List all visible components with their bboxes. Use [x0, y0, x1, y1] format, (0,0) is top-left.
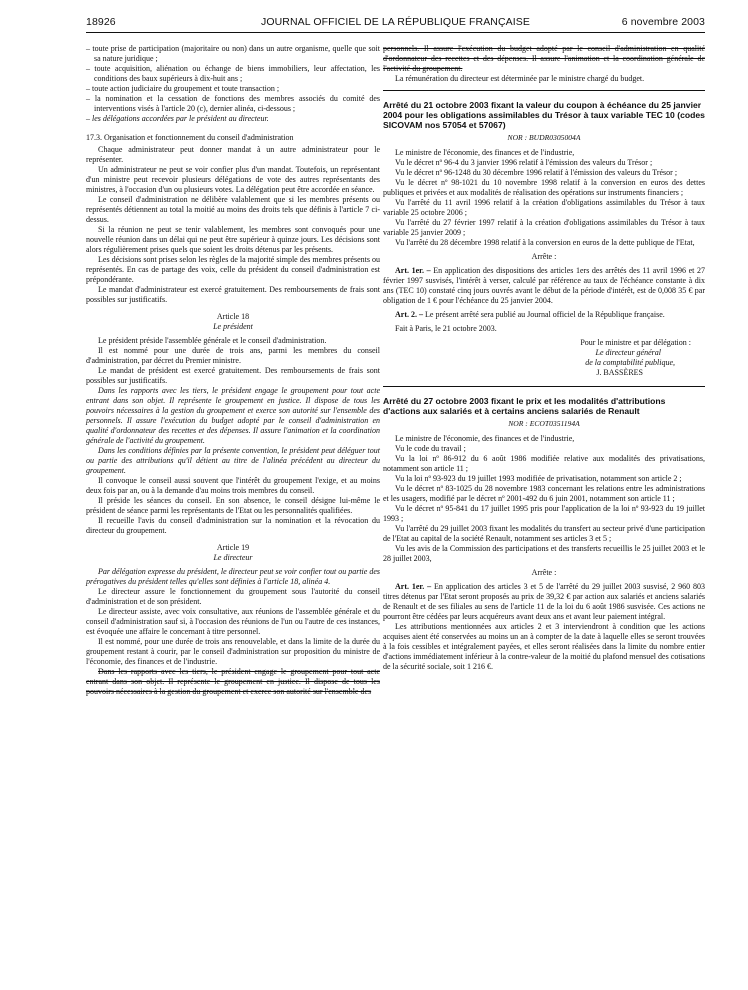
- paragraph: Vu le décret nº 98-1021 du 10 novembre 1998 relatif à la conversion en euros des dettes publiques et privées et aux modalités de réalisation des opérations sur instruments financiers ;: [383, 178, 705, 197]
- list-item: – toute acquisition, aliénation ou échange de biens immobiliers, leur affectation, les conditions des baux supérieurs à dix-huit ans ;: [86, 64, 380, 83]
- paragraph: Vu le décret nº 96-4 du 3 janvier 1996 relatif à l'émission des valeurs du Trésor ;: [395, 158, 653, 167]
- paragraph: Vu la loi nº 86-912 du 6 août 1986 modifiée relative aux modalités des privatisations, notamment son article 11 ;: [383, 454, 705, 473]
- article-text: En application des dispositions des articles 1ers des arrêtés des 11 avril 1996 et 27 février 1997 susvisés, l'intérêt à verser, calculé par référence au taux de l'échéance constante à dix ans (TEC 10) constaté cinq jours ouvrés avant le début de la période d'intérêt, est de 0,008 35 € par obligation de 1 € pour l'échéance du 25 janvier 2004.: [383, 266, 706, 305]
- paragraph: Il convoque le conseil aussi souvent que l'intérêt du groupement l'exige, et au moins deux fois par an, ou à la demande d'au moins trois membres du conseil.: [86, 476, 380, 495]
- paragraph: Vu la loi nº 93-923 du 19 juillet 1993 modifiée de privatisation, notamment son article 2 ;: [395, 474, 682, 483]
- list-item: – toute action judiciaire du groupement et toute transaction ;: [86, 84, 280, 93]
- article-label: Art. 1er. –: [395, 582, 432, 591]
- signature-line: de la comptabilité publique,: [585, 358, 675, 367]
- paragraph: Le mandat de président est exercé gratuitement. Des remboursements de frais sont possibles sur justificatifs.: [86, 366, 380, 385]
- paragraph: Vu l'arrêté du 29 juillet 2003 fixant les modalités du transfert au secteur privé d'une participation de l'Etat au capital de la société Renault, notamment ses articles 3 et 5 ;: [383, 524, 705, 543]
- paragraph: Vu le décret nº 95-841 du 17 juillet 1995 pris pour l'application de la loi nº 93-923 du 19 juillet 1993 ;: [383, 504, 705, 523]
- signatory-name: J. BASSÈRES: [596, 368, 643, 377]
- paragraph: Par délégation expresse du président, le directeur peut se voir confier tout ou partie des prérogatives du président telles qu'elles sont définies à l'article 18, alinéa 4.: [86, 567, 380, 586]
- paragraph: La rémunération du directeur est déterminée par le ministre chargé du budget.: [395, 74, 645, 83]
- paragraph: Le ministre de l'économie, des finances et de l'industrie,: [395, 434, 575, 443]
- list-item: – la nomination et la cessation de fonctions des membres associés du comité des interventions visés à l'article 20 (c), dernier alinéa, ci-dessous ;: [86, 94, 380, 113]
- paragraph: Un administrateur ne peut se voir confier plus d'un mandat. Toutefois, un représentant d'un ministre peut recevoir plusieurs délégations de vote des autres représentants des ministres, à l'occasion d'un ou plusieurs votes. La délégation peut être accordée en séance.: [86, 165, 380, 194]
- paragraph: Si la réunion ne peut se tenir valablement, les membres sont convoqués pour une nouvelle réunion dans un délai qui ne peut être supérieur à quinze jours. Les décisions sont alors régulièrement prises quels que soient les droits détenus par les présents.: [86, 225, 380, 254]
- paragraph: Il est nommé pour une durée de trois ans, parmi les membres du conseil d'administration, par décret du Premier ministre.: [86, 346, 380, 365]
- paragraph: Vu les avis de la Commission des participations et des transferts recueillis le 25 juillet 2003 et le 28 juillet 2003,: [383, 544, 705, 563]
- paragraph: Le conseil d'administration ne délibère valablement que si les membres présents ou représentés détiennent au total la moitié au moins des droits tels que définis à l'article 7 ci-dessus.: [86, 195, 380, 224]
- arrete-label: Arrête :: [531, 252, 557, 261]
- paragraph: Dans les rapports avec les tiers, le président engage le groupement pour tout acte entrant dans son objet. Il représente le groupement en justice. Il dispose de tous les pouvoirs nécessaires à la gestion du groupement et exerce son autorité sur l'ensemble des personnels. Il assure l'exécution du budget adopté par le conseil d'administration en qualité d'ordonnateur des recettes et des dépenses. Il assure l'animation et la coordination générale de l'activité du groupement.: [86, 386, 380, 445]
- article-text: Le présent arrêté sera publié au Journal officiel de la République française.: [425, 310, 665, 319]
- separator: [383, 386, 705, 387]
- header-rule: [86, 32, 705, 33]
- article-heading: Article 18: [216, 312, 250, 321]
- issue-date: 6 novembre 2003: [621, 16, 705, 28]
- paragraph: Il est nommé, pour une durée de trois ans renouvelable, et dans la limite de la durée du groupement restant à courir, par le conseil d'administration sur proposition du ministre de l'économie, des finances et de l'industrie.: [86, 637, 380, 666]
- paragraph: Chaque administrateur peut donner mandat à un autre administrateur pour le représenter.: [86, 145, 380, 164]
- paragraph: Le président préside l'assemblée générale et le conseil d'administration.: [98, 336, 327, 345]
- list-item: – les délégations accordées par le président au directeur.: [86, 114, 269, 123]
- page-header: [86, 16, 705, 30]
- paragraph: Il préside les séances du conseil. En son absence, le conseil désigne lui-même le président de séance parmi les représentants de l'Etat ou les personnalités qualifiées.: [86, 496, 380, 515]
- section-title: 17.3. Organisation et fonctionnement du conseil d'administration: [86, 133, 294, 142]
- paragraph: Le mandat d'administrateur est exercé gratuitement. Des remboursements de frais sont possibles sur justificatifs.: [86, 285, 380, 304]
- paragraph: Le directeur assure le fonctionnement du groupement sous l'autorité du conseil d'administration et de son président.: [86, 587, 380, 606]
- arrete-label: Arrête :: [531, 568, 557, 577]
- article-paragraph: [383, 266, 705, 306]
- decree-title: Arrêté du 27 octobre 2003 fixant le prix et les modalités d'attributions d'actions aux salariés et à certains anciens salariés de Renault: [383, 396, 666, 416]
- paragraph: Vu le décret nº 83-1025 du 28 novembre 1983 concernant les relations entre les administrations et les usagers, modifié par le décret nº 2001-492 du 6 juin 2001, notamment son article 11 ;: [383, 484, 705, 503]
- paragraph: Vu l'arrêté du 27 février 1997 relatif à la création d'obligations assimilables du Trésor à taux variable 25 janvier 2009 ;: [383, 218, 705, 237]
- paragraph: Vu l'arrêté du 28 décembre 1998 relatif à la conversion en euros de la dette publique de l'Etat,: [395, 238, 695, 247]
- journal-title: JOURNAL OFFICIEL DE LA RÉPUBLIQUE FRANÇAISE: [261, 16, 530, 28]
- paragraph: Fait à Paris, le 21 octobre 2003.: [395, 324, 497, 333]
- right-column: [383, 44, 705, 672]
- paragraph: Les attributions mentionnées aux articles 2 et 3 interviendront à condition que les actions acquises aient été conservées au moins un an à compter de la date à laquelle elles se seront trouvées à la fois cessibles et intégralement payées, et elles seront réalisées dans la limite du nombre entier d'actions immédiatement inférieur à la contre-valeur de la moitié du plafond mensuel des cotisations de la sécurité sociale, soit 1 216 €.: [383, 622, 705, 671]
- signature-line: Le directeur général: [595, 348, 661, 357]
- decree-title: Arrêté du 21 octobre 2003 fixant la valeur du coupon à échéance du 25 janvier 2004 pour les obligations assimilables du Trésor à taux variable TEC 10 (codes SICOVAM nos 57054 et 57067): [383, 100, 705, 130]
- article-label: Art. 2. –: [395, 310, 423, 319]
- article-label: Art. 1er. –: [395, 266, 431, 275]
- article-paragraph: [383, 582, 705, 622]
- separator: [383, 90, 705, 91]
- article-heading: Article 19: [216, 543, 250, 552]
- article-paragraph: [383, 310, 705, 320]
- list-item: – toute prise de participation (majoritaire ou non) dans un autre organisme, quelle que soit sa nature juridique ;: [86, 44, 380, 63]
- nor-reference: NOR : ECOT0351194A: [508, 419, 580, 428]
- paragraph: Vu le décret nº 96-1248 du 30 décembre 1996 relatif à l'émission des valeurs du Trésor ;: [395, 168, 678, 177]
- struck-paragraph: Dans les rapports avec les tiers, le président engage le groupement pour tout acte entrant dans son objet. Il représente le groupement en justice. Il dispose de tous les pouvoirs nécessaires à la gestion du groupement et exerce son autorité sur l'ensemble des: [86, 667, 380, 696]
- article-subheading: Le président: [213, 322, 253, 331]
- paragraph: Dans les conditions définies par la présente convention, le président peut déléguer tout ou partie des attributions qu'il détient au titre de l'alinéa précédent au directeur du groupement.: [86, 446, 380, 475]
- paragraph: Le directeur assiste, avec voix consultative, aux réunions de l'assemblée générale et du conseil d'administration sauf si, à l'occasion des réunions de l'un ou l'autre de ces instances, est évoquée une affaire le concernant à titre personnel.: [86, 607, 380, 636]
- article-text: En application des articles 3 et 5 de l'arrêté du 29 juillet 2003 susvisé, 2 960 803 titres détenus par l'Etat seront proposés au prix de 39,32 € par action aux salariés et anciens salariés de Renault et de ses filiales au sens de l'article 11 de la loi du 6 août 1986 susvisée. Ces actions ne pourront être cédées par leurs acquéreurs avant deux ans et avant leur paiement intégral.: [383, 582, 705, 621]
- paragraph: Vu le code du travail ;: [395, 444, 466, 453]
- article-subheading: Le directeur: [213, 553, 253, 562]
- paragraph: Il recueille l'avis du conseil d'administration sur la nomination et la révocation du directeur du groupement.: [86, 516, 380, 535]
- paragraph: Les décisions sont prises selon les règles de la majorité simple des membres présents ou représentés. En cas de partage des voix, celle du président du conseil d'administration est prépondérante.: [86, 255, 380, 284]
- left-column: [86, 44, 380, 697]
- paragraph: Vu l'arrêté du 11 avril 1996 relatif à la création d'obligations assimilables du Trésor à taux variable 25 octobre 2006 ;: [383, 198, 705, 217]
- struck-paragraph: personnels. Il assure l'exécution du budget adopté par le conseil d'administration en qualité d'ordonnateur des recettes et des dépenses. Il assure l'animation et la coordination générale de l'activité du groupement.: [383, 44, 705, 73]
- signature-line: Pour le ministre et par délégation :: [580, 338, 691, 347]
- paragraph: Le ministre de l'économie, des finances et de l'industrie,: [395, 148, 575, 157]
- nor-reference: NOR : BUDR0305004A: [507, 133, 581, 142]
- page-number: 18926: [86, 16, 116, 28]
